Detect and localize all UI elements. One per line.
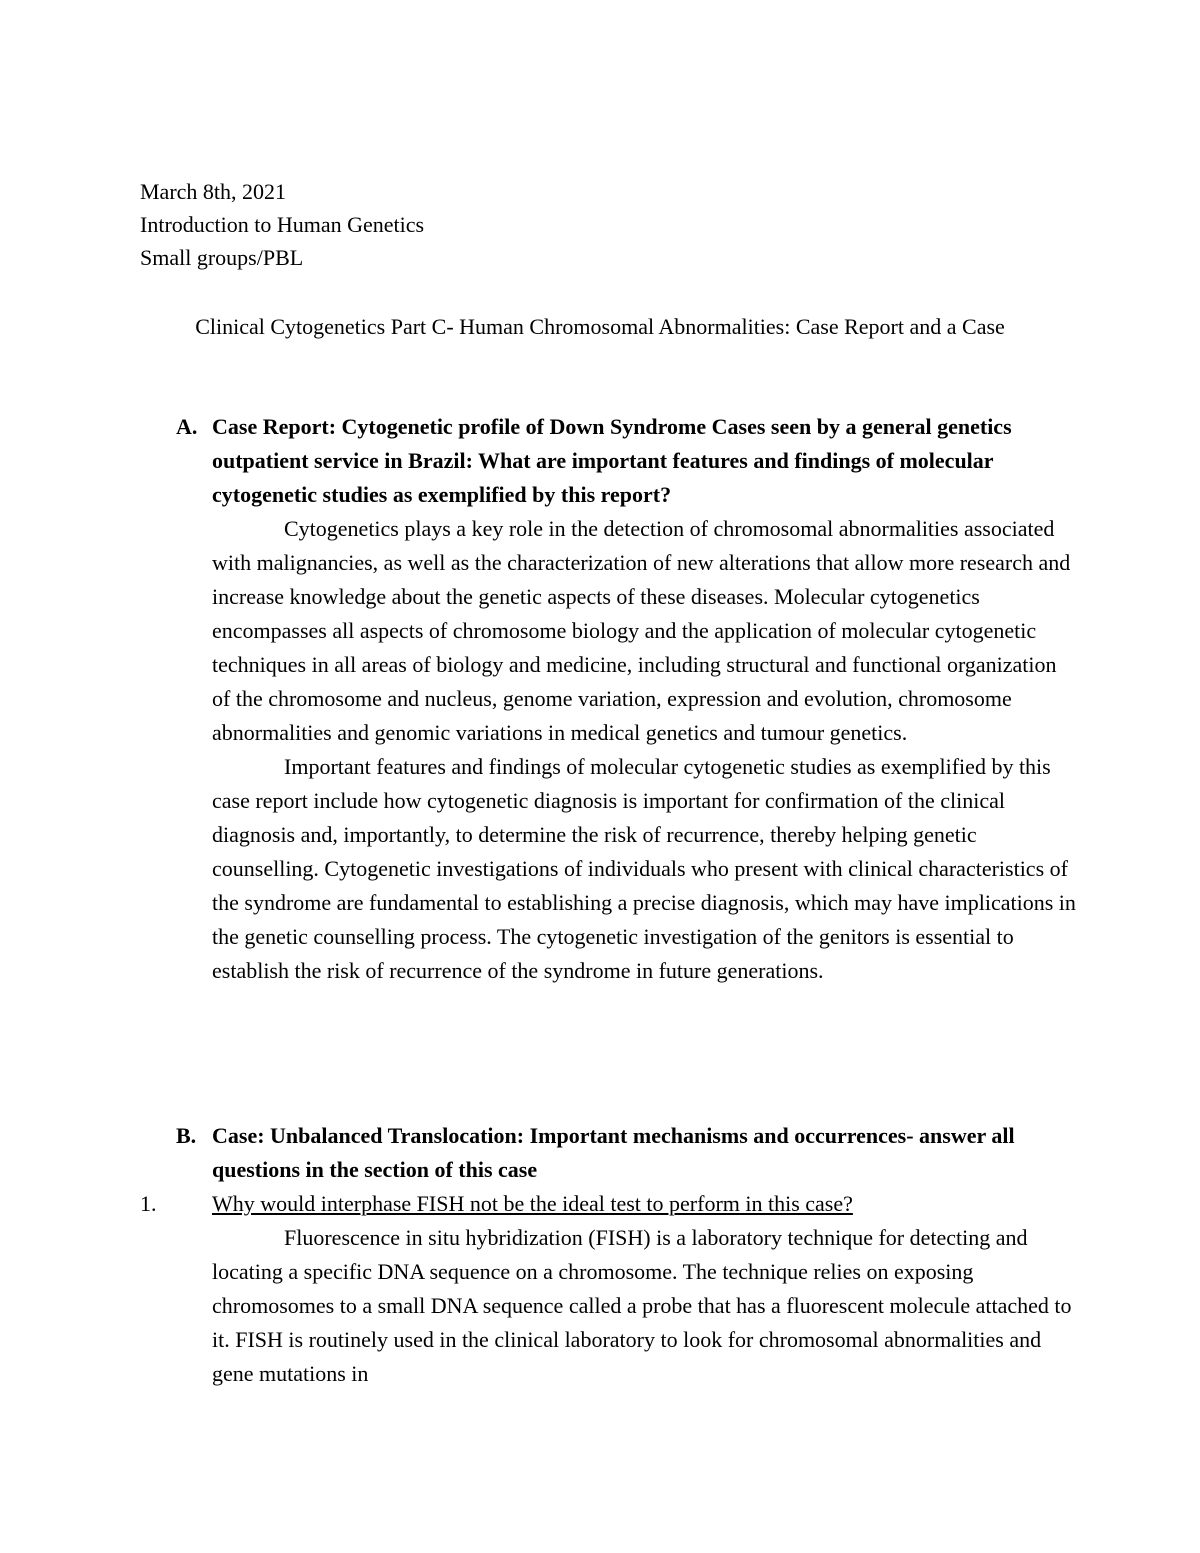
question-1-text: Why would interphase FISH not be the ideal test to perform in this case?	[212, 1191, 853, 1216]
section-a	[140, 410, 1080, 988]
section-a-paragraph-1: Cytogenetics plays a key role in the detection of chromosomal abnormalities associated with malignancies, as well as the characterization of new alterations that allow more research and increase knowledge about the genetic aspects of these diseases. Molecular cytogenetics encompasses all aspects of chromosome biology and the application of molecular cytogenetic techniques in all areas of biology and medicine, including structural and functional organization of the chromosome and nucleus, genome variation, expression and evolution, chromosome abnormalities and genomic variations in medical genetics and tumour genetics.	[212, 516, 1071, 745]
question-1-row	[140, 1187, 1080, 1221]
course-line: Introduction to Human Genetics	[140, 212, 425, 237]
section-b-marker: B.	[176, 1123, 197, 1148]
section-a-heading-row	[140, 410, 1080, 512]
section-a-heading: Case Report: Cytogenetic profile of Down Syndrome Cases seen by a general genetics outpatient service in Brazil: What are important features and findings of molecular cytogenetic studies as exemplified by this report?	[212, 414, 1012, 507]
section-a-paragraph-2: Important features and findings of molecular cytogenetic studies as exemplified by this case report include how cytogenetic diagnosis is important for confirmation of the clinical diagnosis and, importantly, to determine the risk of recurrence, thereby helping genetic counselling. Cytogenetic investigations of individuals who present with clinical characteristics of the syndrome are fundamental to establishing a precise diagnosis, which may have implications in the genetic counselling process. The cytogenetic investigation of the genitors is essential to establish the risk of recurrence of the syndrome in future generations.	[212, 754, 1076, 983]
section-b-paragraph-1: Fluorescence in situ hybridization (FISH) is a laboratory technique for detecting and locating a specific DNA sequence on a chromosome. The technique relies on exposing chromosomes to a small DNA sequence called a probe that has a fluorescent molecule attached to it. FISH is routinely used in the clinical laboratory to look for chromosomal abnormalities and gene mutations in	[212, 1225, 1072, 1386]
section-b-heading-row	[140, 1119, 1080, 1187]
date-line: March 8th, 2021	[140, 179, 287, 204]
question-1-marker: 1.	[140, 1191, 157, 1216]
section-b-heading: Case: Unbalanced Translocation: Important mechanisms and occurrences- answer all questions in the section of this case	[212, 1123, 1015, 1182]
document-title: Clinical Cytogenetics Part C- Human Chromosomal Abnormalities: Case Report and a Case	[195, 314, 1005, 339]
section-b	[140, 1119, 1080, 1391]
group-line: Small groups/PBL	[140, 245, 304, 270]
section-a-marker: A.	[176, 414, 198, 439]
document-header	[140, 175, 1040, 274]
